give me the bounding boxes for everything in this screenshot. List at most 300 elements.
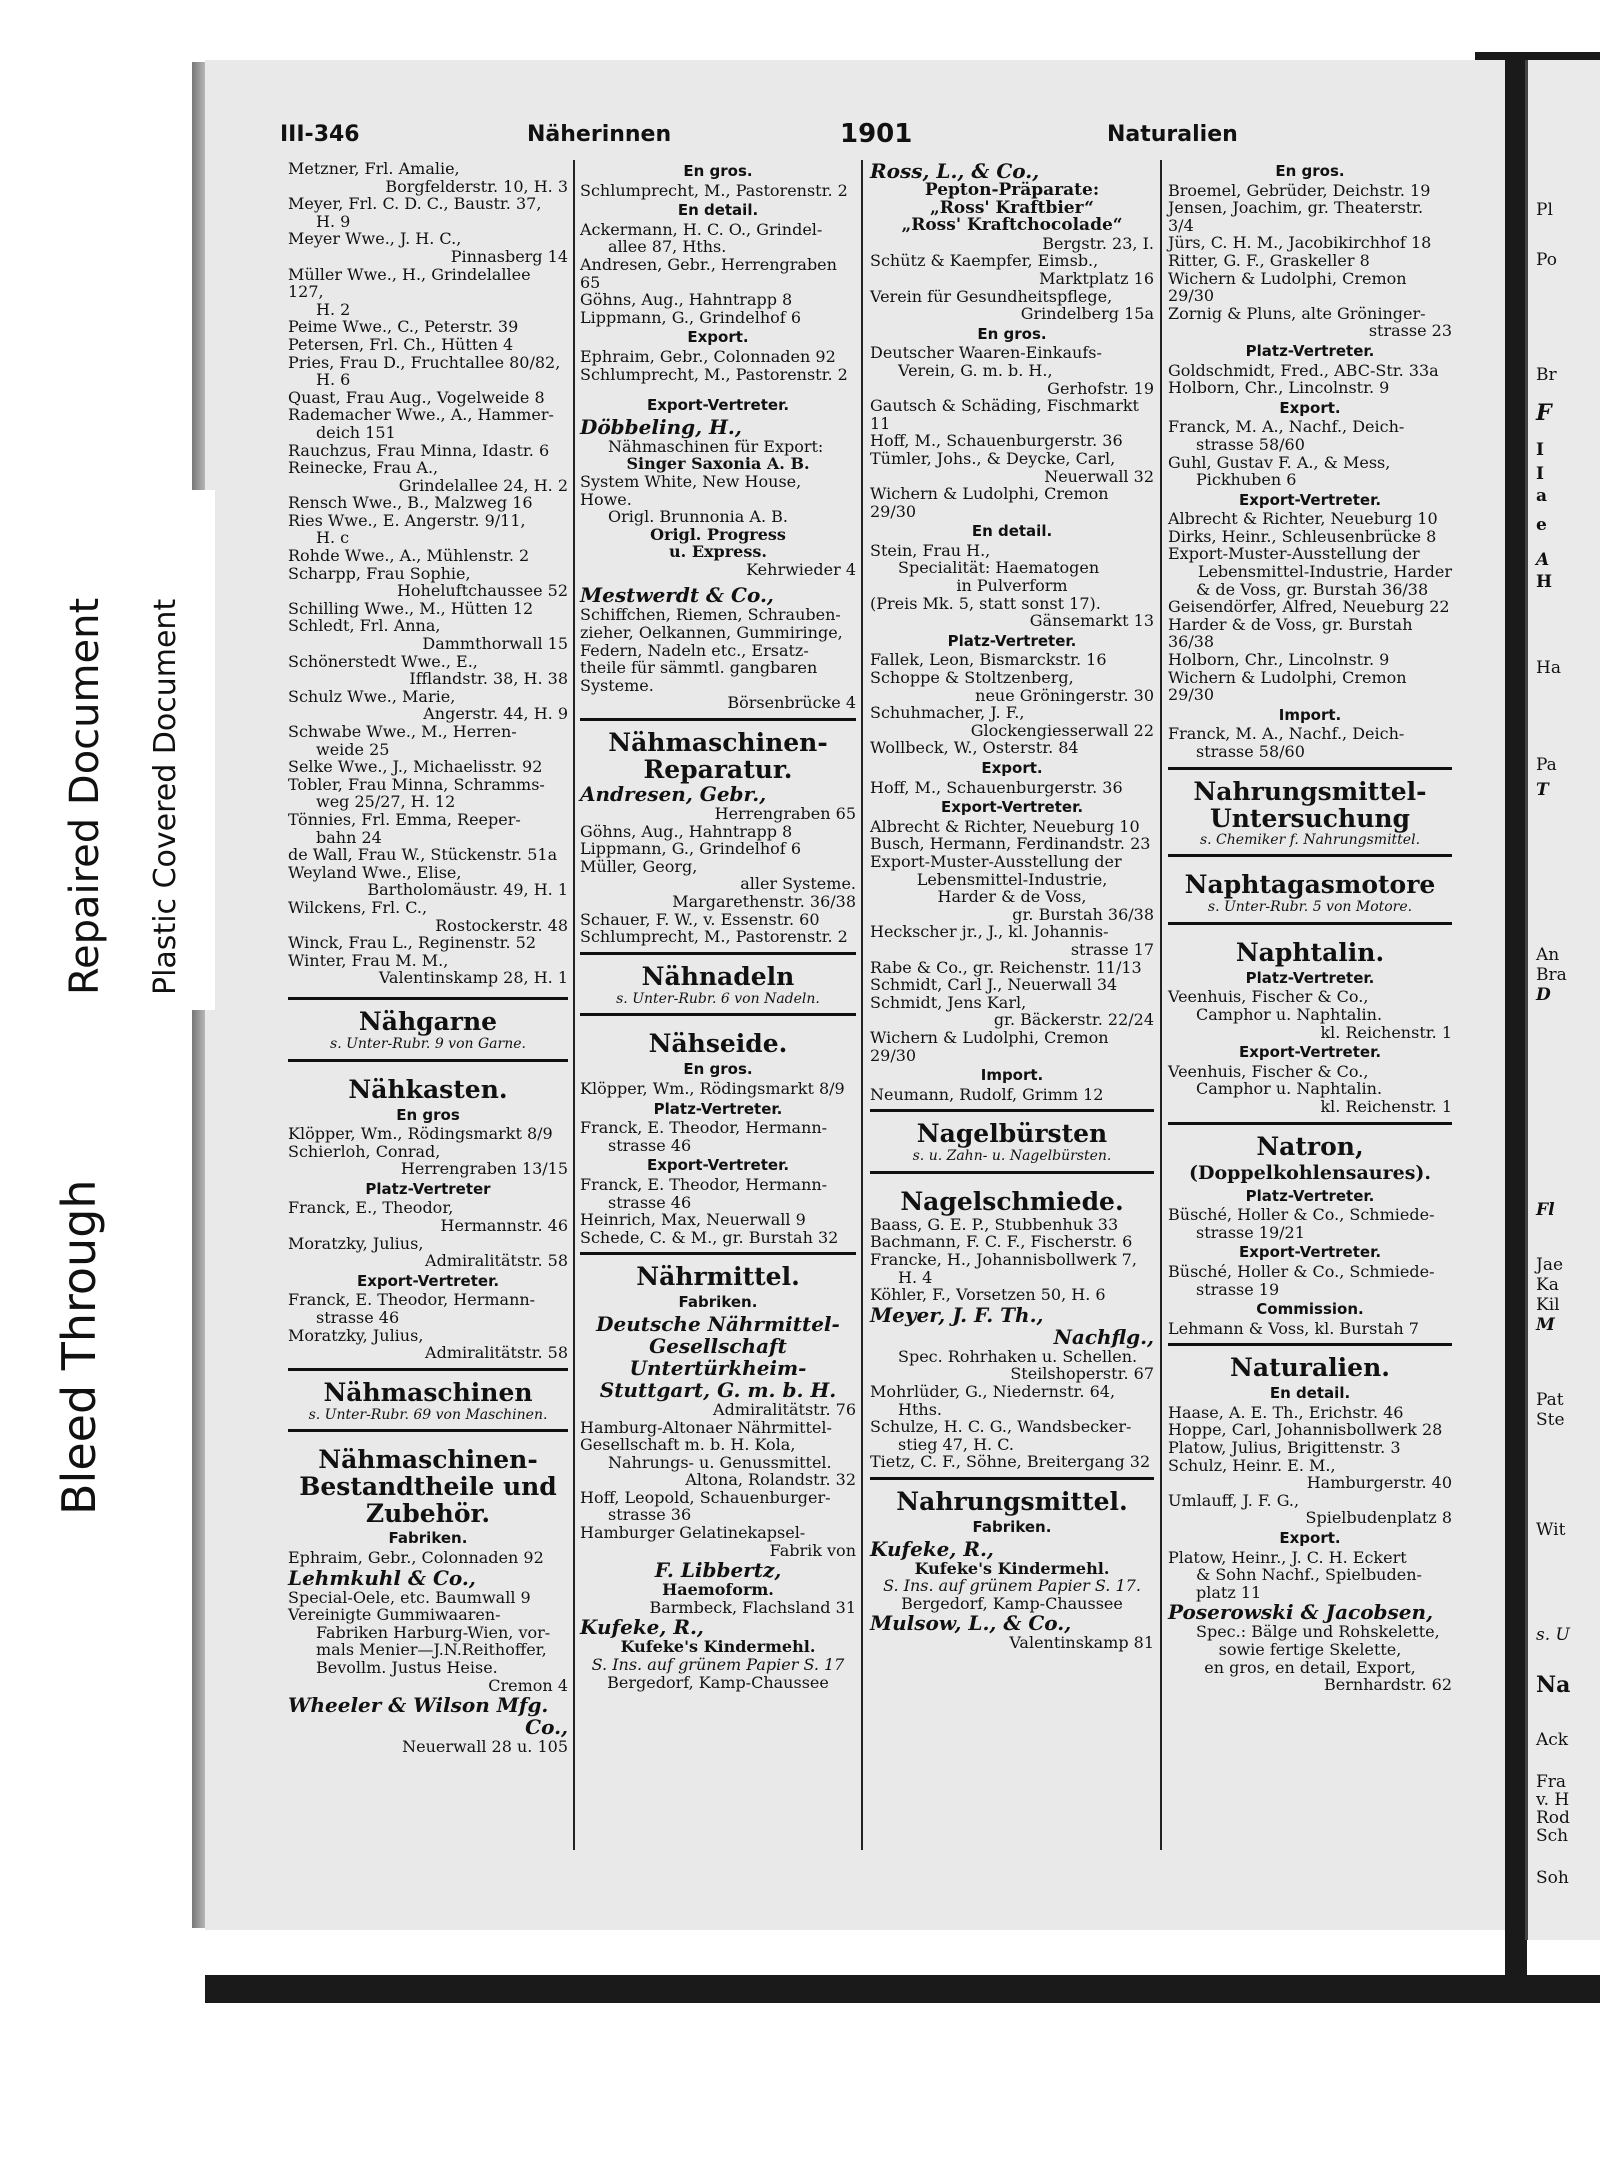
subheading: En detail. bbox=[1269, 1384, 1351, 1403]
entry: Camphor u. Naphtalin. bbox=[1196, 1004, 1383, 1024]
firm-name: Untertürkheim- bbox=[629, 1355, 807, 1380]
cross-reference: s. Chemiker f. Nahrungsmittel. bbox=[1168, 832, 1452, 858]
firm-name: Mulsow, L., & Co., bbox=[870, 1611, 1072, 1636]
entry: kl. Reichenstr. 1 bbox=[1320, 1022, 1452, 1042]
entry: Dirks, Heinr., Schleusenbrücke 8 bbox=[1168, 526, 1437, 546]
subheading: Export-Vertreter. bbox=[1238, 1043, 1382, 1062]
entry: Kufeke's Kindermehl. bbox=[620, 1637, 816, 1657]
entry: Lebensmittel-Industrie, Harder bbox=[1197, 562, 1452, 582]
entry: Gesellschaft m. b. H. Kola, bbox=[580, 1435, 796, 1455]
subheading: Export-Vertreter. bbox=[1238, 1243, 1382, 1262]
entry: Schede, C. & M., gr. Burstah 32 bbox=[580, 1227, 839, 1247]
entry: Steilshoperstr. 67 bbox=[1010, 1364, 1154, 1384]
subheading: Platz-Vertreter. bbox=[653, 1099, 783, 1118]
subheading: En gros. bbox=[1275, 162, 1345, 180]
entry: Pries, Frau D., Fruchtallee 80/82, bbox=[288, 352, 561, 372]
entry: Schlumprecht, M., Pastorenstr. 2 bbox=[580, 927, 848, 947]
entry: Barmbeck, Flachsland 31 bbox=[649, 1597, 856, 1617]
adjacent-text: Wit bbox=[1536, 1520, 1566, 1540]
cross-reference: s. Unter-Rubr. 5 von Motore. bbox=[1168, 899, 1452, 925]
entry: Cremon 4 bbox=[488, 1675, 568, 1695]
entry: Harder & de Voss, gr. Burstah 36/38 bbox=[1168, 614, 1413, 652]
firm-name: Nachflg., bbox=[1053, 1324, 1154, 1349]
entry: Hths. bbox=[898, 1399, 942, 1419]
entry: Wichern & Ludolphi, Cremon 29/30 bbox=[1168, 667, 1407, 705]
column-rule bbox=[861, 160, 863, 1850]
section-heading: Nähgarne bbox=[288, 997, 568, 1036]
adjacent-text: s. U bbox=[1536, 1625, 1570, 1645]
entry: Ries Wwe., E. Angerstr. 9/11, bbox=[288, 510, 526, 530]
firm-name: Ross, L., & Co., bbox=[870, 159, 1040, 183]
section-heading: Nähmaschinen- bbox=[580, 718, 856, 756]
entry: strasse 46 bbox=[316, 1308, 400, 1328]
firm-name: Kufeke, R., bbox=[580, 1615, 704, 1640]
entry: Schulze, H. C. G., Wandsbecker- bbox=[870, 1417, 1132, 1437]
section-heading: Nährmittel. bbox=[580, 1252, 856, 1291]
entry: Börsenbrücke 4 bbox=[727, 693, 856, 713]
entry: stieg 47, H. C. bbox=[898, 1434, 1014, 1454]
entry: Schlumprecht, M., Pastorenstr. 2 bbox=[580, 364, 848, 384]
entry: „Ross' Kraftbier“ bbox=[930, 197, 1094, 218]
adjacent-text: H bbox=[1536, 572, 1553, 592]
entry: Ephraim, Gebr., Colonnaden 92 bbox=[288, 1548, 544, 1567]
entry: theile für sämmtl. gangbaren bbox=[580, 658, 818, 678]
adjacent-text: A bbox=[1536, 550, 1550, 570]
entry: Schauer, F. W., v. Essenstr. 60 bbox=[580, 909, 820, 929]
entry: Systeme. bbox=[580, 675, 654, 695]
entry: Heinrich, Max, Neuerwall 9 bbox=[580, 1210, 806, 1230]
entry: Schilling Wwe., M., Hütten 12 bbox=[288, 598, 534, 618]
entry: Hoff, M., Schauenburgerstr. 36 bbox=[870, 431, 1123, 451]
adjacent-text: An bbox=[1536, 945, 1560, 965]
entry: Moratzky, Julius, bbox=[288, 1233, 424, 1253]
section-subtitle: (Doppelkohlensaures). bbox=[1188, 1161, 1431, 1184]
entry: Wichern & Ludolphi, Cremon 29/30 bbox=[870, 1027, 1109, 1065]
column-rule bbox=[573, 160, 575, 1850]
adjacent-text: Pa bbox=[1536, 755, 1557, 775]
tag-plastic-text: Plastic Covered Document bbox=[148, 598, 183, 995]
entry: Nähmaschinen für Export: bbox=[608, 436, 824, 456]
entry: Platow, Julius, Brigittenstr. 3 bbox=[1168, 1438, 1401, 1458]
header-year: 1901 bbox=[840, 119, 913, 149]
entry: Veenhuis, Fischer & Co., bbox=[1168, 1061, 1369, 1081]
entry: Haemoform. bbox=[662, 1580, 774, 1600]
entry: Grindelberg 15a bbox=[1020, 304, 1154, 324]
section-heading: Natron, bbox=[1168, 1122, 1452, 1161]
adjacent-text: Fl bbox=[1536, 1200, 1555, 1220]
entry: Peime Wwe., C., Peterstr. 39 bbox=[288, 317, 519, 337]
subheading: Import. bbox=[1278, 705, 1342, 724]
entry: Admiralitätstr. 58 bbox=[425, 1343, 568, 1363]
entry: Valentinskamp 81 bbox=[1009, 1633, 1154, 1653]
section-heading: Reparatur. bbox=[643, 755, 793, 785]
entry: Moratzky, Julius, bbox=[288, 1325, 424, 1345]
subheading: Fabriken. bbox=[678, 1293, 758, 1312]
entry: Rademacher Wwe., A., Hammer- bbox=[288, 405, 554, 425]
section-heading: Nähnadeln bbox=[580, 952, 856, 991]
subheading: Export. bbox=[1279, 1529, 1341, 1548]
section-heading: Naphtalin. bbox=[1235, 937, 1385, 967]
section-heading: Zubehör. bbox=[365, 1499, 491, 1529]
entry: sowie fertige Skelette, bbox=[1218, 1640, 1402, 1659]
adjacent-text: D bbox=[1536, 985, 1551, 1005]
firm-name: Lehmkuhl & Co., bbox=[288, 1565, 476, 1590]
entry: Ifflandstr. 38, H. 38 bbox=[409, 669, 568, 689]
entry: Büsché, Holler & Co., Schmiede- bbox=[1168, 1261, 1435, 1281]
subheading: Platz-Vertreter. bbox=[1245, 968, 1375, 987]
entry: Wollbeck, W., Osterstr. 84 bbox=[870, 738, 1079, 758]
subheading: Export. bbox=[1279, 398, 1341, 417]
entry: strasse 58/60 bbox=[1196, 434, 1305, 454]
entry: Nahrungs- u. Genussmittel. bbox=[608, 1452, 832, 1472]
entry: Wichern & Ludolphi, Cremon 29/30 bbox=[1168, 268, 1407, 306]
entry: Gautsch & Schäding, Fischmarkt 11 bbox=[870, 396, 1139, 433]
entry: Hamburger Gelatinekapsel- bbox=[580, 1523, 806, 1543]
entry: Mohrlüder, G., Niedernstr. 64, bbox=[870, 1382, 1116, 1402]
entry: Lebensmittel-Industrie, bbox=[916, 869, 1108, 889]
entry: Wichern & Ludolphi, Cremon 29/30 bbox=[870, 484, 1109, 521]
adjacent-text: Soh bbox=[1536, 1868, 1569, 1888]
firm-name: Andresen, Gebr., bbox=[580, 782, 767, 807]
subheading: Export-Vertreter. bbox=[646, 1156, 790, 1175]
entry: Bergedorf, Kamp-Chaussee bbox=[607, 1672, 829, 1692]
column-1 bbox=[288, 160, 568, 1756]
adjacent-text: Ka bbox=[1536, 1275, 1559, 1295]
subheading: Commission. bbox=[1256, 1300, 1364, 1319]
entry: Göhns, Aug., Hahntrapp 8 bbox=[580, 821, 793, 841]
entry: Pinnasberg 14 bbox=[450, 246, 568, 266]
entry: Rauchzus, Frau Minna, Idastr. 6 bbox=[288, 440, 550, 460]
scan-edge-bottom bbox=[205, 1975, 1600, 2003]
entry: Weyland Wwe., Elise, bbox=[288, 862, 462, 882]
subheading: En gros. bbox=[683, 162, 753, 180]
entry: Winck, Frau L., Reginenstr. 52 bbox=[288, 933, 536, 953]
entry: Schledt, Frl. Anna, bbox=[288, 616, 441, 636]
entry: kl. Reichenstr. 1 bbox=[1320, 1096, 1452, 1116]
adjacent-text: Jae bbox=[1536, 1255, 1564, 1275]
entry: Rohde Wwe., A., Mühlenstr. 2 bbox=[288, 546, 530, 566]
entry: Hoff, M., Schauenburgerstr. 36 bbox=[870, 777, 1123, 797]
entry: Neuerwall 28 u. 105 bbox=[402, 1737, 568, 1757]
adjacent-text: Ack bbox=[1536, 1730, 1569, 1750]
subheading: Export. bbox=[687, 328, 749, 347]
subheading: Export-Vertreter. bbox=[1238, 490, 1382, 509]
section-heading: Untersuchung bbox=[1209, 803, 1411, 833]
entry: zieher, Oelkannen, Gummiringe, bbox=[580, 623, 843, 643]
entry: S. Ins. auf grünem Papier S. 17 bbox=[591, 1655, 845, 1675]
entry: H. 9 bbox=[316, 211, 351, 231]
entry: Franck, M. A., Nachf., Deich- bbox=[1168, 417, 1405, 437]
tag-bleed-through-text: Bleed Through bbox=[52, 1179, 106, 1515]
entry: Marktplatz 16 bbox=[1039, 268, 1154, 288]
entry: strasse 19 bbox=[1196, 1279, 1280, 1299]
subheading: En gros. bbox=[977, 324, 1047, 343]
entry: Büsché, Holler & Co., Schmiede- bbox=[1168, 1205, 1435, 1225]
column-4 bbox=[1168, 160, 1452, 1694]
section-heading: Nagelschmiede. bbox=[900, 1186, 1124, 1216]
entry: Export-Muster-Ausstellung der bbox=[870, 851, 1122, 871]
entry: mals Menier—J.N.Reithoffer, bbox=[316, 1640, 547, 1660]
entry: Baass, G. E. P., Stubbenhuk 33 bbox=[870, 1214, 1119, 1234]
section-heading: Naphtagasmotore bbox=[1184, 870, 1436, 900]
firm-name: Gesellschaft bbox=[649, 1333, 787, 1358]
subheading: En gros bbox=[396, 1105, 460, 1124]
entry: strasse 58/60 bbox=[1196, 742, 1305, 761]
entry: Stein, Frau H., bbox=[870, 540, 991, 560]
adjacent-text: I bbox=[1536, 464, 1544, 484]
entry: Rabe & Co., gr. Reichenstr. 11/13 bbox=[870, 957, 1142, 977]
entry: Schuhmacher, J. F., bbox=[870, 703, 1025, 723]
entry: Rostockerstr. 48 bbox=[435, 915, 568, 935]
entry: Selke Wwe., J., Michaelisstr. 92 bbox=[288, 757, 543, 777]
entry: Franck, E. Theodor, Hermann- bbox=[580, 1174, 828, 1194]
adjacent-text: Po bbox=[1536, 250, 1557, 270]
entry: Schoppe & Stoltzenberg, bbox=[870, 668, 1074, 688]
entry: Busch, Hermann, Ferdinandstr. 23 bbox=[870, 834, 1151, 854]
entry: Special-Oele, etc. Baumwall 9 bbox=[288, 1587, 531, 1607]
firm-name: Wheeler & Wilson Mfg. bbox=[288, 1693, 549, 1718]
adjacent-text: Rod bbox=[1536, 1808, 1570, 1828]
entry: weg 25/27, H. 12 bbox=[316, 792, 456, 812]
entry: Kehrwieder 4 bbox=[746, 559, 856, 579]
entry: H. 2 bbox=[316, 299, 351, 319]
subheading: Platz-Vertreter. bbox=[1245, 1186, 1375, 1205]
subheading: Platz-Vertreter. bbox=[947, 631, 1077, 650]
entry: Pickhuben 6 bbox=[1196, 470, 1297, 490]
entry: neue Gröningerstr. 30 bbox=[975, 685, 1154, 705]
entry: Klöpper, Wm., Rödingsmarkt 8/9 bbox=[580, 1078, 845, 1098]
entry: gr. Burstah 36/38 bbox=[1012, 904, 1154, 924]
entry: Glockengiesserwall 22 bbox=[970, 720, 1154, 740]
section-heading: Naturalien. bbox=[1168, 1343, 1452, 1382]
entry: Bevollm. Justus Heise. bbox=[316, 1657, 498, 1677]
entry: Schierloh, Conrad, bbox=[288, 1141, 441, 1161]
adjacent-text: a bbox=[1536, 486, 1548, 506]
entry: Neumann, Rudolf, Grimm 12 bbox=[870, 1084, 1104, 1104]
firm-name: Mestwerdt & Co., bbox=[580, 583, 774, 608]
entry: bahn 24 bbox=[316, 827, 382, 847]
subheading: Platz-Vertreter bbox=[365, 1179, 491, 1198]
entry: Ackermann, H. C. O., Grindel- bbox=[580, 219, 823, 239]
entry: Schmidt, Carl J., Neuerwall 34 bbox=[870, 975, 1118, 995]
entry: Tönnies, Frl. Emma, Reeper- bbox=[288, 809, 521, 829]
entry: Harder & de Voss, bbox=[937, 887, 1087, 907]
entry: Platow, Heinr., J. C. H. Eckert bbox=[1168, 1547, 1407, 1567]
entry: H. 4 bbox=[898, 1267, 933, 1287]
section-heading: Nähmaschinen- bbox=[318, 1445, 538, 1475]
entry: Pepton-Präparate: bbox=[924, 180, 1100, 200]
entry: Hamburg-Altonaer Nährmittel- bbox=[580, 1417, 832, 1437]
adjacent-text: e bbox=[1536, 515, 1547, 535]
entry: Goldschmidt, Fred., ABC-Str. 33a bbox=[1168, 360, 1439, 380]
entry: weide 25 bbox=[316, 739, 390, 759]
entry: Hoff, Leopold, Schauenburger- bbox=[580, 1487, 831, 1507]
firm-name: Kufeke, R., bbox=[870, 1536, 994, 1561]
adjacent-text: I bbox=[1536, 440, 1544, 460]
subheading: Export-Vertreter. bbox=[646, 396, 790, 415]
section-heading: Nahrungsmittel. bbox=[870, 1477, 1154, 1516]
entry: strasse 46 bbox=[608, 1135, 692, 1155]
entry: Fabrik von bbox=[769, 1540, 856, 1560]
entry: Andresen, Gebr., Herrengraben 65 bbox=[580, 254, 837, 292]
subheading: Export. bbox=[981, 759, 1043, 777]
entry: strasse 36 bbox=[608, 1505, 692, 1525]
section-heading: Nähmaschinen bbox=[288, 1368, 568, 1407]
entry: Zornig & Pluns, alte Gröninger- bbox=[1168, 303, 1426, 323]
subheading: Fabriken. bbox=[388, 1529, 468, 1548]
entry: Bergedorf, Kamp-Chaussee bbox=[901, 1593, 1123, 1613]
adjacent-text: M bbox=[1536, 1315, 1555, 1335]
entry: Tietz, C. F., Söhne, Breitergang 32 bbox=[870, 1452, 1151, 1472]
entry: Admiralitätstr. 58 bbox=[425, 1251, 568, 1271]
entry: Schönerstedt Wwe., E., bbox=[288, 651, 478, 671]
cross-reference: s. Unter-Rubr. 6 von Nadeln. bbox=[580, 991, 856, 1017]
entry: platz 11 bbox=[1196, 1582, 1262, 1602]
entry: Singer Saxonia A. B. bbox=[626, 454, 810, 474]
tag-repaired-text: Repaired Document bbox=[62, 597, 108, 995]
subheading: En detail. bbox=[677, 201, 759, 220]
entry: Schlumprecht, M., Pastorenstr. 2 bbox=[580, 180, 848, 200]
adjacent-text: Br bbox=[1536, 365, 1557, 385]
subheading: Export-Vertreter. bbox=[940, 798, 1084, 817]
entry: Vereinigte Gummiwaaren- bbox=[288, 1605, 501, 1625]
subheading: Export-Vertreter. bbox=[356, 1271, 500, 1290]
entry: Angerstr. 44, H. 9 bbox=[423, 704, 568, 724]
entry: Kufeke's Kindermehl. bbox=[914, 1558, 1110, 1578]
entry: in Pulverform bbox=[956, 576, 1068, 596]
adjacent-text: T bbox=[1536, 780, 1549, 800]
section-heading: Nähseide. bbox=[648, 1029, 788, 1059]
entry: Haase, A. E. Th., Erichstr. 46 bbox=[1168, 1402, 1404, 1422]
entry: Tobler, Frau Minna, Schramms- bbox=[288, 774, 545, 794]
entry: Herrengraben 65 bbox=[714, 804, 856, 824]
section-heading: Nagelbürsten bbox=[870, 1109, 1154, 1148]
entry: Federn, Nadeln etc., Ersatz- bbox=[580, 640, 809, 660]
entry: Spielbudenplatz 8 bbox=[1305, 1508, 1452, 1528]
adjacent-text: Pat bbox=[1536, 1390, 1564, 1410]
adjacent-text: Ste bbox=[1536, 1410, 1565, 1430]
entry: Bartholomäustr. 49, H. 1 bbox=[367, 880, 568, 900]
entry: Specialität: Haematogen bbox=[898, 558, 1100, 578]
entry: Admiralitätstr. 76 bbox=[713, 1399, 856, 1419]
adjacent-text: v. H bbox=[1536, 1790, 1570, 1810]
section-heading: Nahrungsmittel- bbox=[1168, 767, 1452, 805]
entry: Gänsemarkt 13 bbox=[1029, 611, 1154, 631]
entry: Müller Wwe., H., Grindelallee 127, bbox=[288, 264, 531, 302]
header-left-keyword: Näherinnen bbox=[527, 122, 672, 147]
entry: Ephraim, Gebr., Colonnaden 92 bbox=[580, 346, 836, 366]
entry: Schulz, Heinr. E. M., bbox=[1168, 1455, 1336, 1475]
section-heading: Bestandtheile und bbox=[299, 1472, 557, 1502]
cross-reference: s. Unter-Rubr. 9 von Garne. bbox=[288, 1036, 568, 1062]
entry: Rensch Wwe., B., Malzweg 16 bbox=[288, 493, 533, 513]
entry: Scharpp, Frau Sophie, bbox=[288, 563, 471, 583]
entry: Holborn, Chr., Lincolnstr. 9 bbox=[1168, 378, 1390, 398]
entry: Klöpper, Wm., Rödingsmarkt 8/9 bbox=[288, 1124, 553, 1144]
entry: Verein für Gesundheitspflege, bbox=[870, 286, 1113, 306]
entry: Fabriken Harburg-Wien, vor- bbox=[316, 1622, 551, 1642]
entry: Herrengraben 13/15 bbox=[400, 1159, 568, 1179]
entry: Lehmann & Voss, kl. Burstah 7 bbox=[1168, 1318, 1419, 1338]
entry: Dammthorwall 15 bbox=[422, 634, 568, 654]
entry: Metzner, Frl. Amalie, bbox=[288, 159, 460, 178]
entry: Guhl, Gustav F. A., & Mess, bbox=[1168, 452, 1391, 472]
entry: u. Express. bbox=[669, 542, 767, 562]
entry: strasse 46 bbox=[608, 1192, 692, 1212]
adjacent-text: Pl bbox=[1536, 200, 1553, 220]
entry: Bachmann, F. C. F., Fischerstr. 6 bbox=[870, 1232, 1133, 1252]
entry: Franck, M. A., Nachf., Deich- bbox=[1168, 724, 1405, 744]
firm-name: Co., bbox=[525, 1715, 568, 1740]
adjacent-text: Sch bbox=[1536, 1826, 1569, 1846]
entry: Export-Muster-Ausstellung der bbox=[1168, 544, 1420, 564]
adjacent-page bbox=[1525, 60, 1600, 1940]
entry: Schiffchen, Riemen, Schrauben- bbox=[580, 605, 841, 625]
entry: Gerhofstr. 19 bbox=[1047, 378, 1154, 398]
entry: Bergstr. 23, I. bbox=[1042, 233, 1154, 253]
adjacent-text: Bra bbox=[1536, 965, 1567, 985]
entry: Bernhardstr. 62 bbox=[1324, 1675, 1452, 1695]
entry: Wilckens, Frl. C., bbox=[288, 897, 428, 917]
entry: Schmidt, Jens Karl, bbox=[870, 992, 1027, 1012]
adjacent-text: Fra bbox=[1536, 1772, 1567, 1792]
page-number: III-346 bbox=[280, 122, 360, 147]
column-2 bbox=[580, 160, 856, 1691]
entry: Müller, Georg, bbox=[580, 856, 698, 876]
subheading: Fabriken. bbox=[972, 1518, 1052, 1536]
entry: Francke, H., Johannisbollwerk 7, bbox=[870, 1250, 1137, 1270]
entry: Deutscher Waaren-Einkaufs- bbox=[870, 343, 1102, 363]
entry: Lippmann, G., Grindelhof 6 bbox=[580, 839, 801, 859]
entry: Camphor u. Naphtalin. bbox=[1196, 1079, 1383, 1099]
entry: Origl. Brunnonia A. B. bbox=[608, 507, 788, 527]
entry: H. 6 bbox=[316, 370, 351, 390]
entry: Franck, E., Theodor, bbox=[288, 1198, 454, 1218]
entry: Schwabe Wwe., M., Herren- bbox=[288, 722, 517, 741]
adjacent-text: Ha bbox=[1536, 658, 1561, 678]
subheading: En gros. bbox=[683, 1060, 753, 1079]
section-heading: Nähkasten. bbox=[348, 1074, 508, 1104]
entry: Grindelallee 24, H. 2 bbox=[398, 475, 568, 495]
subheading: Platz-Vertreter. bbox=[1245, 341, 1375, 360]
entry: en gros, en detail, Export, bbox=[1204, 1657, 1416, 1677]
entry: Hoppe, Carl, Johannisbollwerk 28 bbox=[1168, 1420, 1443, 1440]
entry: Spec.: Bälge und Rohskelette, bbox=[1196, 1622, 1440, 1642]
adjacent-text: Na bbox=[1536, 1672, 1571, 1698]
entry: H. c bbox=[316, 528, 350, 548]
entry: & Sohn Nachf., Spielbuden- bbox=[1196, 1565, 1422, 1585]
entry: Holborn, Chr., Lincolnstr. 9 bbox=[1168, 650, 1390, 670]
entry: Hamburgerstr. 40 bbox=[1306, 1473, 1452, 1493]
entry: Origl. Progress bbox=[650, 524, 786, 544]
entry: Petersen, Frl. Ch., Hütten 4 bbox=[288, 334, 514, 354]
entry: System White, New House, Howe. bbox=[580, 471, 802, 509]
entry: Valentinskamp 28, H. 1 bbox=[378, 968, 568, 988]
entry: de Wall, Frau W., Stückenstr. 51a bbox=[288, 845, 558, 865]
entry: Umlauff, J. F. G., bbox=[1168, 1490, 1300, 1510]
entry: Jensen, Joachim, gr. Theaterstr. 3/4 bbox=[1168, 198, 1424, 235]
firm-name: Meyer, J. F. Th., bbox=[870, 1302, 1044, 1327]
firm-name: Deutsche Nährmittel- bbox=[596, 1311, 840, 1336]
entry: Göhns, Aug., Hahntrapp 8 bbox=[580, 290, 793, 310]
entry: Schütz & Kaempfer, Eimsb., bbox=[870, 251, 1099, 271]
subheading: Import. bbox=[980, 1066, 1044, 1085]
entry: Tümler, Johs., & Deycke, Carl, bbox=[870, 448, 1116, 468]
entry: Albrecht & Richter, Neueburg 10 bbox=[1168, 509, 1438, 529]
entry: Meyer, Frl. C. D. C., Baustr. 37, bbox=[288, 194, 542, 214]
entry: Hoheluftchaussee 52 bbox=[396, 581, 568, 601]
page-header bbox=[280, 119, 1238, 158]
